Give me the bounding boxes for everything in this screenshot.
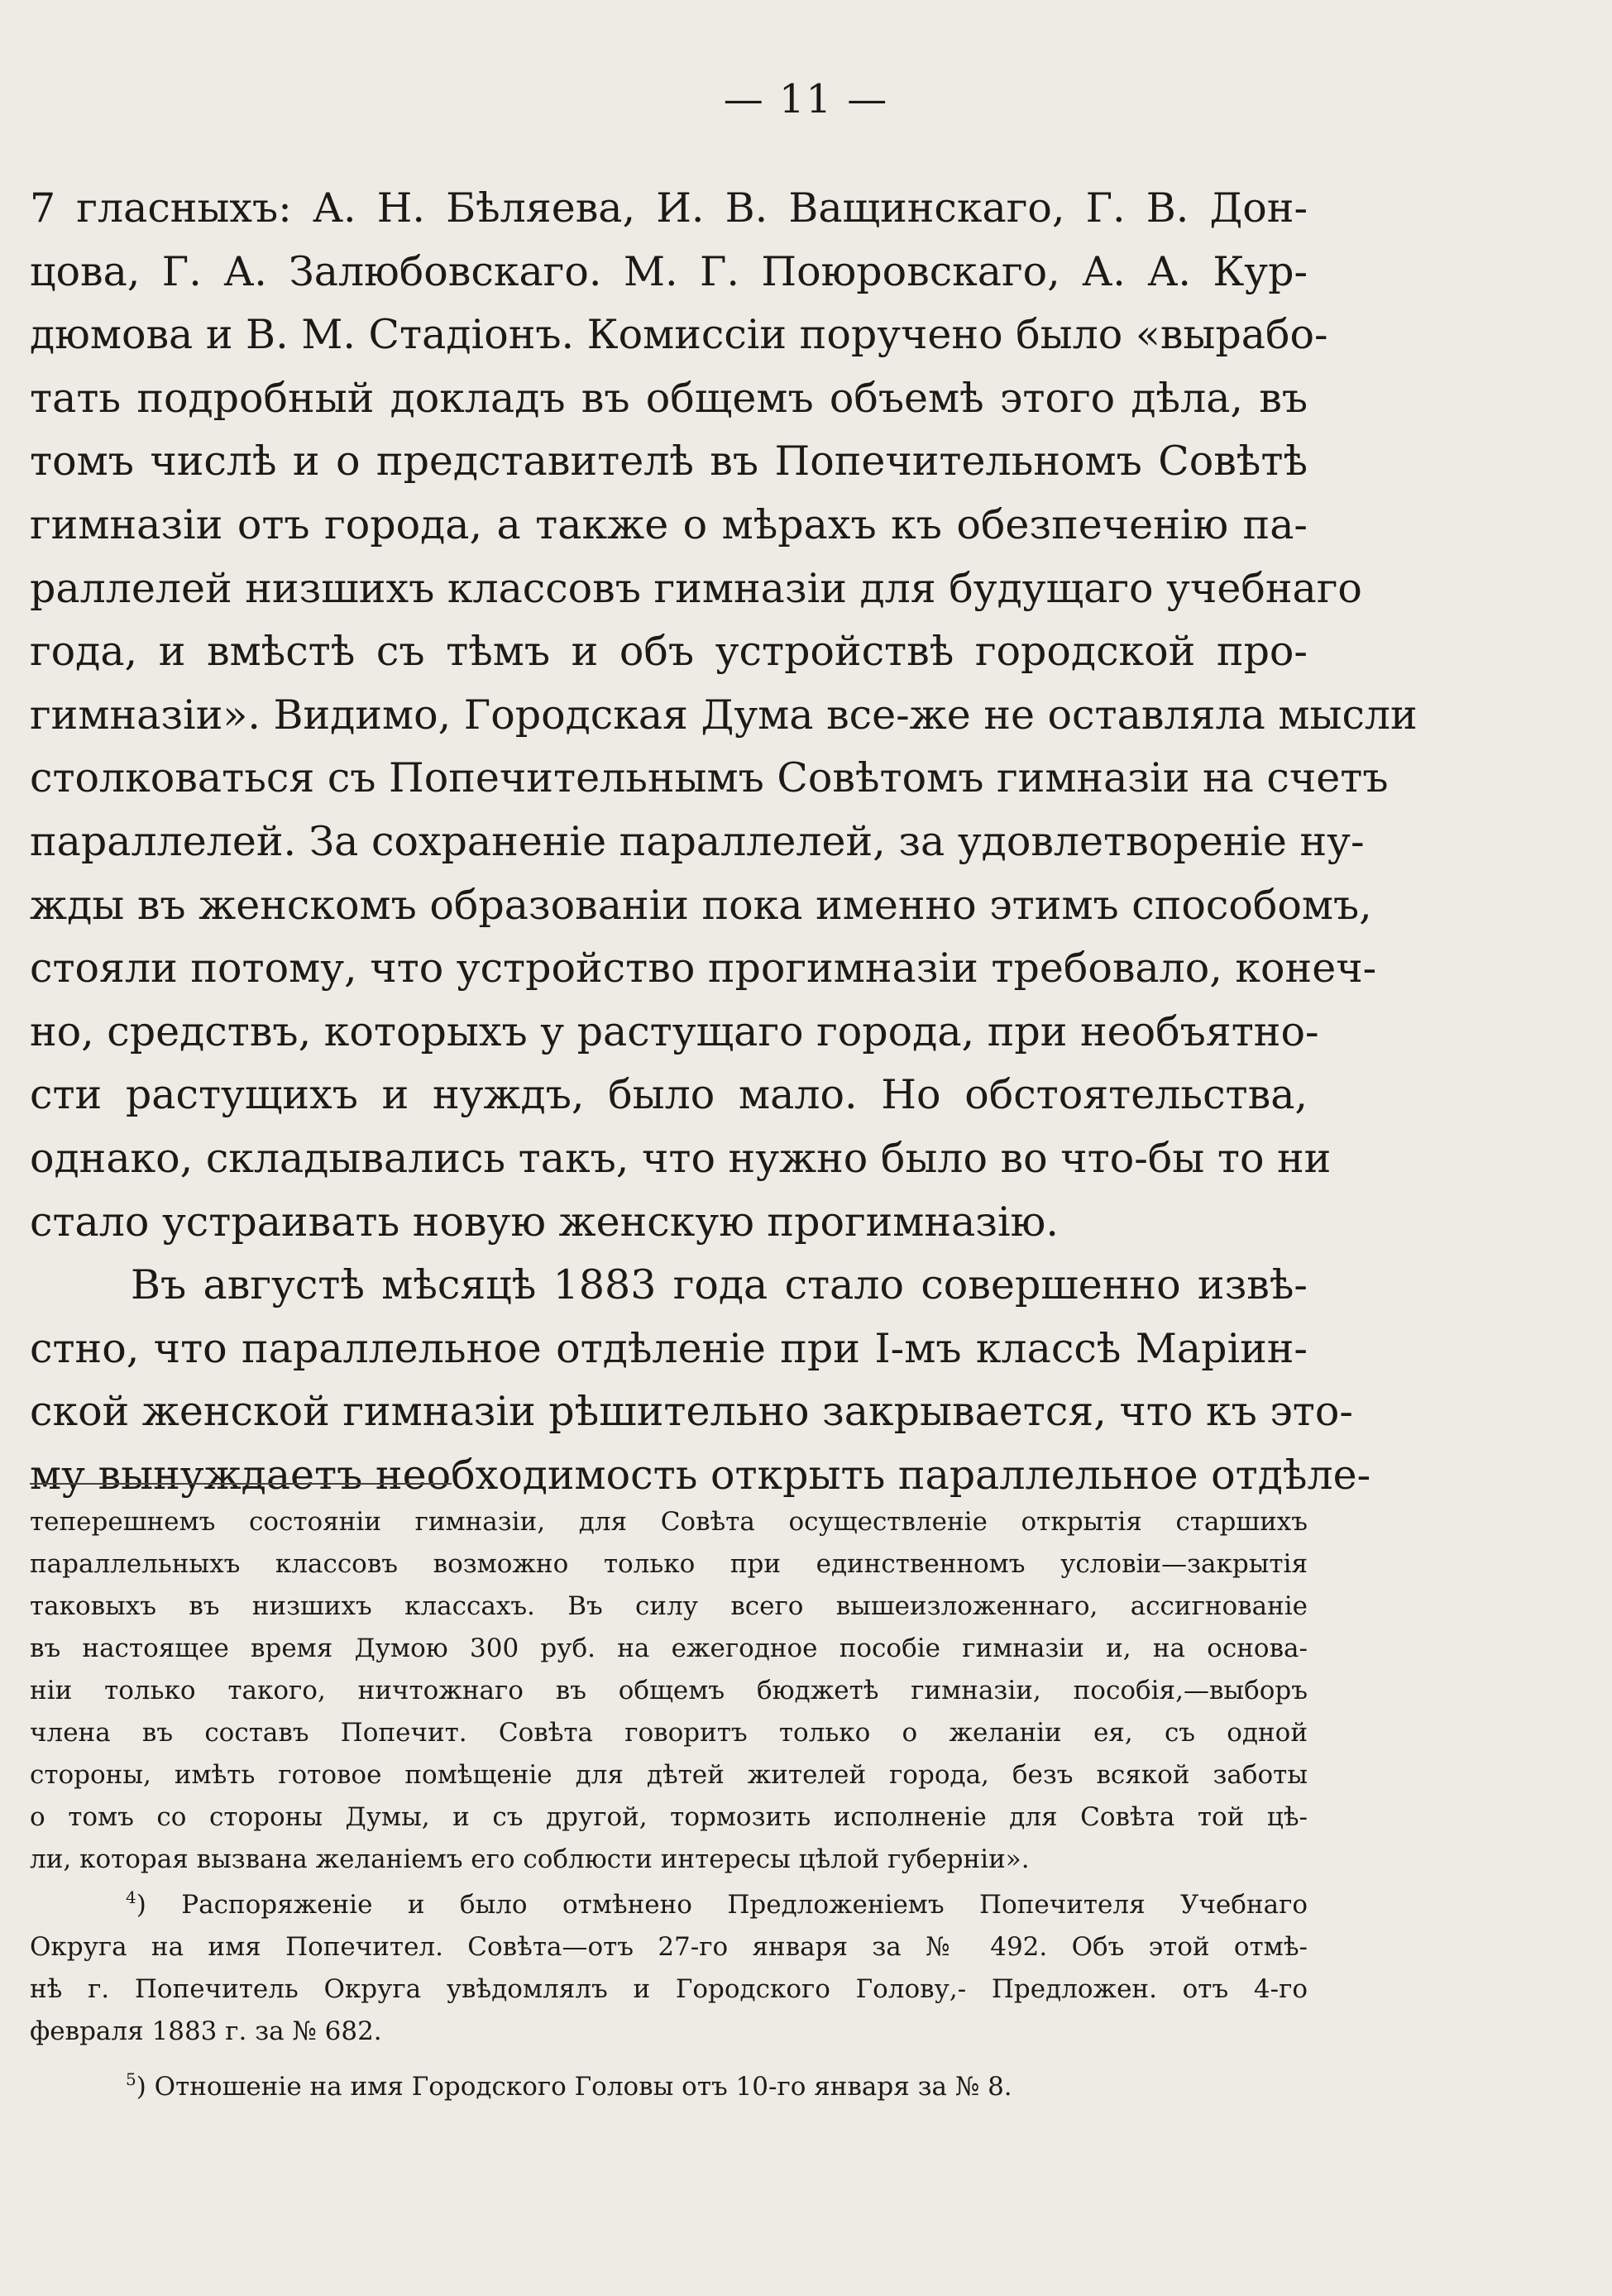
footnote-line: теперешнемъ состояніи гимназіи, для Совѣта осуществленіе открытія старшихъ — [30, 1507, 1308, 1537]
text-line: столковаться съ Попечительнымъ Совѣтомъ гимназіи на счетъ — [30, 754, 1389, 802]
footnote-text: ) Распоряженіе и было отмѣнено Предложеніемъ Попечителя Учебнаго — [136, 1890, 1308, 1920]
text-line: гимназіи отъ города, а также о мѣрахъ къ обезпеченію па- — [30, 500, 1308, 548]
footnote-text: ) Отношеніе на имя Городского Головы отъ 10-го января за № 8. — [136, 2072, 1012, 2102]
text-line: года, и вмѣстѣ съ тѣмъ и объ устройствѣ городской про- — [30, 628, 1308, 676]
footnote-line: о томъ со стороны Думы, и съ другой, тормозить исполненіе для Совѣта той цѣ- — [30, 1802, 1308, 1832]
text-line: 7 гласныхъ: А. Н. Бѣляева, И. В. Ващинскаго, Г. В. Дон- — [30, 184, 1308, 232]
text-line: параллелей. За сохраненіе параллелей, за удовлетвореніе ну- — [30, 817, 1365, 865]
text-line: му вынуждаетъ необходимость открыть параллельное отдѣле- — [30, 1451, 1371, 1499]
footnote-5 — [30, 2066, 1308, 2108]
text-line: цова, Г. А. Залюбовскаго. М. Г. Поюровскаго, А. А. Кур- — [30, 247, 1308, 295]
text-line: томъ числѣ и о представителѣ въ Попечительномъ Совѣтѣ — [30, 438, 1308, 486]
text-line: раллелей низшихъ классовъ гимназіи для будущаго учебнаго — [30, 564, 1362, 612]
footnote-line: ніи только такого, ничтожнаго въ общемъ бюджетѣ гимназіи, пособія,—выборъ — [30, 1676, 1308, 1705]
text-line: гимназіи». Видимо, Городская Дума все-же не оставляла мысли — [30, 691, 1418, 739]
main-text — [30, 177, 1418, 1507]
text-line: жды въ женскомъ образованіи пока именно этимъ способомъ, — [30, 881, 1372, 929]
footnote-line — [30, 2066, 1308, 2108]
footnote-marker: 5 — [126, 2069, 136, 2089]
text-line: стало устраивать новую женскую прогимназію. — [30, 1198, 1059, 1246]
text-line: Въ августѣ мѣсяцѣ 1883 года стало совершенно извѣ- — [131, 1261, 1308, 1309]
footnote-4 — [30, 1884, 1308, 2053]
footnote-marker: 4 — [126, 1887, 136, 1907]
text-line: ской женской гимназіи рѣшительно закрывается, что къ это- — [30, 1388, 1353, 1436]
text-line: стно, что параллельное отдѣленіе при I-мъ классѣ Маріин- — [30, 1324, 1308, 1372]
footnote-line: февраля 1883 г. за № 682. — [30, 2016, 382, 2046]
footnote-line: въ настоящее время Думою 300 руб. на ежегодное пособіе гимназіи и, на основа- — [30, 1634, 1308, 1663]
footnote-line: ли, которая вызвана желаніемъ его соблюсти интересы цѣлой губерніи». — [30, 1844, 1030, 1874]
text-line: стояли потому, что устройство прогимназіи требовало, конеч- — [30, 945, 1377, 993]
text-line: тать подробный докладъ въ общемъ объемѣ этого дѣла, въ — [30, 374, 1308, 422]
footnote-line — [30, 1884, 1308, 1926]
footnote-line: нѣ г. Попечитель Округа увѣдомлялъ и Городского Голову,- Предложен. отъ 4-го — [30, 1974, 1308, 2004]
footnote-line: параллельныхъ классовъ возможно только при единственномъ условіи—закрытія — [30, 1549, 1308, 1579]
text-line: но, средствъ, которыхъ у растущаго города, при необъятно- — [30, 1007, 1319, 1055]
text-line: однако, складывались такъ, что нужно было во что-бы то ни — [30, 1134, 1332, 1182]
footnote-line: стороны, имѣть готовое помѣщеніе для дѣтей жителей города, безъ всякой заботы — [30, 1760, 1308, 1790]
page-number: — 11 — — [723, 76, 889, 122]
footnote-line: члена въ составъ Попечит. Совѣта говоритъ только о желаніи ея, съ одной — [30, 1718, 1308, 1748]
footnote-line: таковыхъ въ низшихъ классахъ. Въ силу всего вышеизложеннаго, ассигнованіе — [30, 1591, 1308, 1621]
text-line: сти растущихъ и нуждъ, было мало. Но обстоятельства, — [30, 1071, 1308, 1119]
footnote-continuation — [30, 1501, 1308, 1881]
text-line: дюмова и В. М. Стадіонъ. Комиссіи поручено было «вырабо- — [30, 311, 1328, 359]
footnote-line: Округа на имя Попечител. Совѣта—отъ 27-го января за № 492. Объ этой отмѣ- — [30, 1932, 1308, 1962]
footnote-separator — [30, 1483, 452, 1485]
